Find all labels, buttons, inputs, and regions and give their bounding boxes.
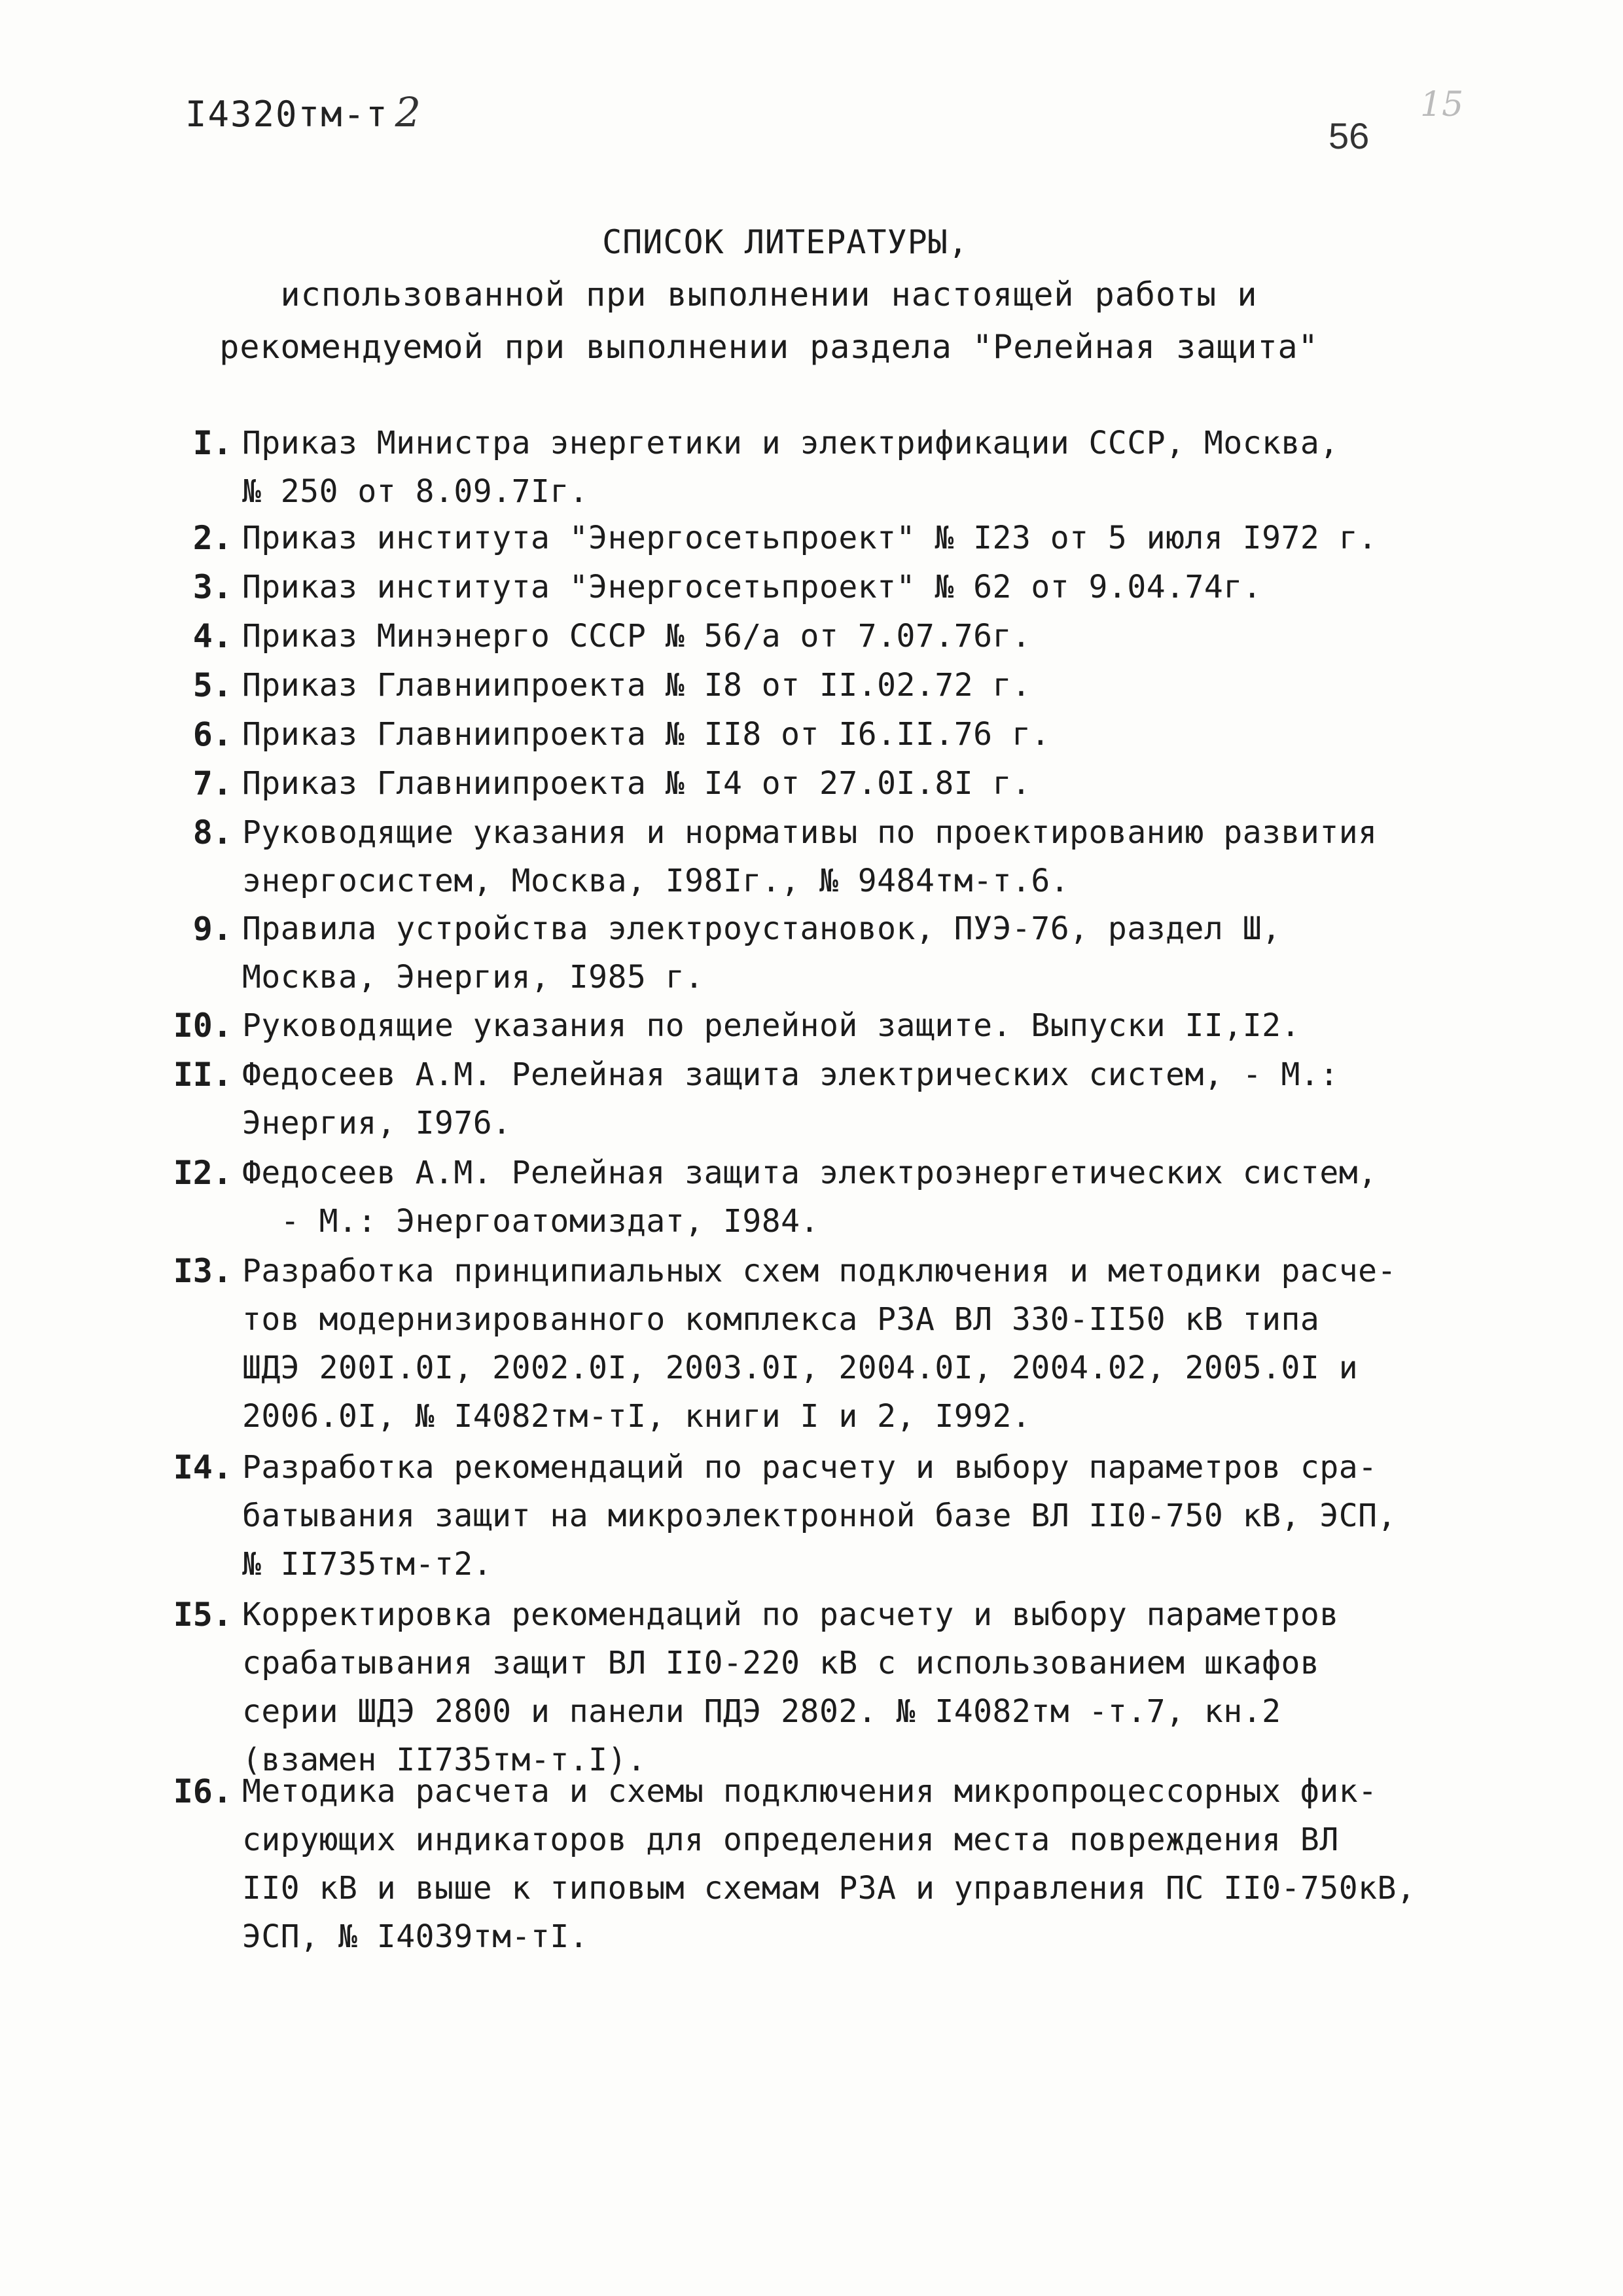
reference-text-line: серии ШДЭ 2800 и панели ПДЭ 2802. № I4082тм -т.7, кн.2 <box>242 1693 1281 1730</box>
reference-text-line: Руководящие указания и нормативы по проектированию развития <box>242 814 1378 851</box>
reference-number: I0. <box>173 1007 232 1045</box>
title-line-1: СПИСОК ЛИТЕРАТУРЫ, <box>602 223 969 261</box>
reference-number: 5. <box>192 666 232 704</box>
reference-text-line: ЭСП, № I4039тм-тI. <box>242 1918 589 1955</box>
reference-text-line: Правила устройства электроустановок, ПУЭ-76, раздел Ш, <box>242 910 1281 947</box>
reference-number: II. <box>173 1056 232 1094</box>
reference-text <box>242 1590 1499 1784</box>
reference-text <box>242 1247 1499 1441</box>
faint-page-mark: 15 <box>1420 85 1464 124</box>
reference-text-line: Приказ института "Энергосетьпроект" № 62 от 9.04.74г. <box>242 569 1262 605</box>
reference-text-line: Федосеев А.М. Релейная защита электроэнергетических систем, <box>242 1155 1378 1191</box>
bibliography-title <box>0 216 1623 373</box>
reference-text <box>242 1050 1499 1147</box>
reference-number: 8. <box>192 814 232 852</box>
reference-text-line: Методика расчета и схемы подключения микропроцессорных фик- <box>242 1773 1378 1810</box>
reference-number: I4. <box>173 1448 232 1486</box>
title-line-2: использованной при выполнении настоящей работы и <box>280 276 1258 314</box>
document-code <box>185 88 422 136</box>
reference-number: I6. <box>173 1772 232 1810</box>
reference-text <box>242 419 1499 516</box>
reference-text-line: срабатывания защит ВЛ II0-220 кВ с использованием шкафов <box>242 1645 1320 1681</box>
reference-text-line: № 250 от 8.09.7Iг. <box>242 473 589 510</box>
reference-number: I2. <box>173 1154 232 1192</box>
reference-text <box>242 905 1499 1001</box>
reference-text-line: Энергия, I976. <box>242 1105 512 1141</box>
reference-text <box>242 1149 1499 1246</box>
reference-text <box>242 661 1499 709</box>
reference-text-line: Москва, Энергия, I985 г. <box>242 959 704 996</box>
reference-number: 7. <box>192 764 232 802</box>
reference-text-line: батывания защит на микроэлектронной базе ВЛ II0-750 кВ, ЭСП, <box>242 1498 1397 1534</box>
reference-text-line: ШДЭ 200I.0I, 2002.0I, 2003.0I, 2004.0I, 2004.02, 2005.0I и <box>242 1350 1359 1386</box>
reference-text-line: Разработка принципиальных схем подключения и методики расче- <box>242 1253 1397 1289</box>
document-code-handwritten: 2 <box>395 88 423 136</box>
reference-text-line: 2006.0I, № I4082тм-тI, книги I и 2, I992. <box>242 1398 1031 1435</box>
reference-text-line: Приказ Минэнерго СССР № 56/а от 7.07.76г. <box>242 618 1031 655</box>
reference-text <box>242 759 1499 808</box>
page-number: 56 <box>1329 115 1370 156</box>
reference-text-line: Разработка рекомендаций по расчету и выбору параметров сра- <box>242 1449 1378 1486</box>
reference-text <box>242 1443 1499 1588</box>
reference-text-line: Приказ Министра энергетики и электрификации СССР, Москва, <box>242 425 1339 461</box>
reference-text-line: (взамен II735тм-т.I). <box>242 1742 647 1778</box>
reference-number: I3. <box>173 1252 232 1290</box>
reference-text-line: энергосистем, Москва, I98Iг., № 9484тм-т.6. <box>242 863 1070 899</box>
reference-text-line: Федосеев А.М. Релейная защита электрических систем, - М.: <box>242 1056 1339 1093</box>
reference-text-line: - М.: Энергоатомиздат, I984. <box>242 1203 819 1240</box>
reference-text-line: № II735тм-т2. <box>242 1546 493 1583</box>
reference-text <box>242 612 1499 660</box>
reference-text <box>242 808 1499 905</box>
reference-number: 4. <box>192 617 232 655</box>
reference-number: 9. <box>192 910 232 948</box>
reference-number: 3. <box>192 568 232 606</box>
reference-text <box>242 514 1499 562</box>
reference-text-line: Приказ Главниипроекта № II8 от I6.II.76 г. <box>242 716 1050 753</box>
reference-text-line: Руководящие указания по релейной защите. Выпуски II,I2. <box>242 1007 1300 1044</box>
reference-number: 6. <box>192 715 232 753</box>
reference-text <box>242 710 1499 759</box>
reference-text <box>242 563 1499 611</box>
reference-text-line: Корректировка рекомендаций по расчету и выбору параметров <box>242 1596 1339 1633</box>
reference-text <box>242 1767 1499 1961</box>
reference-number: 2. <box>192 519 232 557</box>
reference-text-line: II0 кВ и выше к типовым схемам РЗА и управления ПС II0-750кВ, <box>242 1870 1416 1907</box>
reference-text-line: Приказ института "Энергосетьпроект" № I23 от 5 июля I972 г. <box>242 520 1378 556</box>
reference-number: I. <box>192 424 232 462</box>
title-line-3: рекомендуемой при выполнении раздела "Релейная защита" <box>219 328 1319 366</box>
reference-text-line: Приказ Главниипроекта № I8 от II.02.72 г. <box>242 667 1031 704</box>
document-code-text: I4320тм-т <box>185 94 389 135</box>
reference-text-line: тов модернизированного комплекса РЗА ВЛ 330-II50 кВ типа <box>242 1301 1320 1338</box>
reference-number: I5. <box>173 1596 232 1634</box>
reference-text-line: сирующих индикаторов для определения места повреждения ВЛ <box>242 1821 1339 1858</box>
reference-text-line: Приказ Главниипроекта № I4 от 27.0I.8I г. <box>242 765 1031 802</box>
reference-text <box>242 1001 1499 1050</box>
